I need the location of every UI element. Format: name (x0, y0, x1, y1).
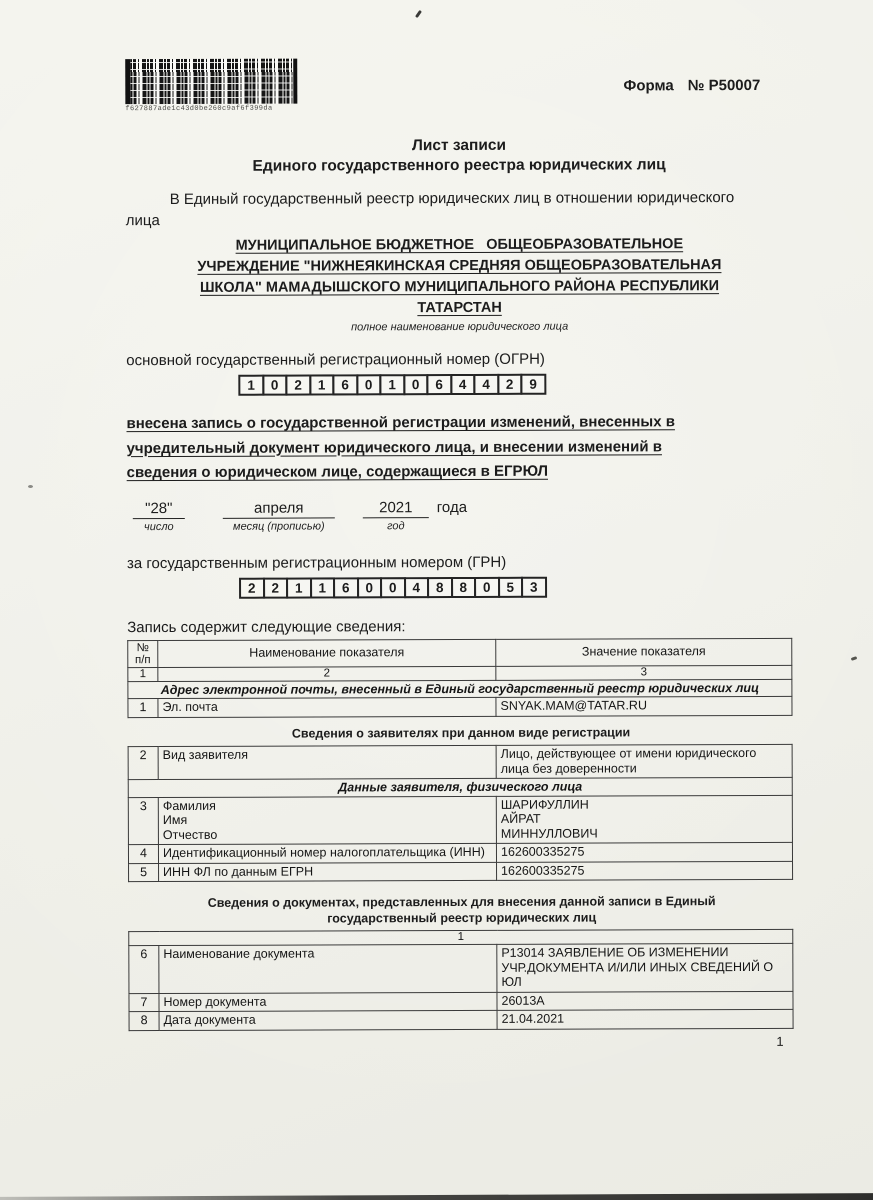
row5-name: ИНН ФЛ по данным ЕГРН (159, 862, 497, 882)
row7-num: 7 (129, 993, 159, 1012)
ogrn-label: основной государственный регистрационный номер (ОГРН) (126, 350, 545, 370)
ogrn-digit: 6 (332, 374, 358, 395)
scan-artifact (851, 656, 858, 661)
document-title-line1: Лист записи (411, 136, 507, 155)
section-row-email (128, 679, 792, 699)
ogrn-digit: 6 (426, 374, 452, 395)
row7-name: Номер документа (159, 992, 497, 1012)
ogrn-digit: 9 (520, 374, 546, 395)
grn-digit: 8 (427, 577, 453, 598)
row4-num: 4 (128, 845, 158, 864)
page-number: 1 (776, 1033, 784, 1049)
date-month-field (223, 499, 335, 532)
row3-value-line: МИННУЛЛОВИЧ (500, 826, 598, 841)
table-row (129, 861, 793, 882)
organization-name-line: МУНИЦИПАЛЬНОЕ БЮДЖЕТНОЕ ОБЩЕОБРАЗОВАТЕЛЬНОЕ (235, 236, 684, 254)
table-row (129, 943, 793, 993)
barcode-caption: f627887ade1c43d0be260c9af6f399da (125, 104, 273, 114)
document-title (125, 135, 792, 177)
date-day-field (133, 499, 185, 532)
organization-name-line: УЧРЕЖДЕНИЕ "НИЖНЕЯКИНСКАЯ СРЕДНЯЯ ОБЩЕОБРАЗОВАТЕЛЬНАЯ (197, 257, 722, 275)
ogrn-digit-boxes (238, 373, 793, 396)
barcode-block (125, 59, 297, 114)
documents-heading: Сведения о документах, представленных для внесения данной записи в Единый государственный реестр юридических лиц (207, 894, 716, 925)
row6-value-line: УЧР.ДОКУМЕНТА И/ИЛИ ИНЫХ СВЕДЕНИЙ О ЮЛ (501, 959, 774, 989)
pdf417-barcode-icon (125, 59, 297, 105)
row3-name-line: Имя (162, 812, 188, 828)
table-header-row (128, 638, 792, 667)
grn-label: за государственным регистрационным номером (ГРН) (126, 553, 507, 572)
colnum-3: 3 (496, 665, 792, 680)
row3-value-line: АЙРАТ (500, 811, 541, 826)
row8-value: 21.04.2021 (497, 1009, 793, 1029)
section-person-heading: Данные заявителя, физического лица (128, 777, 792, 797)
applicants-heading: Сведения о заявителях при данном виде регистрации (291, 724, 631, 741)
row3-name-line: Отчество (162, 827, 218, 842)
intro-paragraph: В Единый государственный реестр юридических лиц в отношении юридического лица (125, 189, 735, 230)
grn-digit: 8 (451, 576, 477, 597)
date-day-value: "28" (133, 499, 185, 518)
section-email-heading: Адрес электронной почты, внесенный в Единый государственный реестр юридических лиц (128, 679, 792, 699)
colnum-1: 1 (128, 667, 158, 681)
organization-name-line: ШКОЛА" МАМАДЫШСКОГО МУНИЦИПАЛЬНОГО РАЙОНА РЕСПУБЛИКИ (199, 278, 720, 296)
row4-name: Идентификационный номер налогоплательщика (ИНН) (158, 843, 496, 863)
records-table-documents (128, 929, 793, 1031)
date-year-field (363, 499, 429, 532)
row5-value: 162600335275 (497, 861, 793, 881)
table-row (128, 696, 792, 717)
record-statement (126, 410, 793, 486)
grn-digit-boxes (239, 575, 794, 598)
docs-colnum: 1 (129, 929, 793, 945)
section-row-person (128, 777, 792, 797)
grn-digit: 3 (521, 576, 547, 597)
scan-artifact (28, 485, 33, 488)
grn-digit: 0 (357, 577, 383, 598)
date-day-label: число (143, 520, 174, 533)
ogrn-digit: 4 (473, 374, 499, 395)
ogrn-digit: 1 (379, 374, 405, 395)
ogrn-digit: 0 (403, 374, 429, 395)
row8-name: Дата документа (159, 1010, 497, 1030)
ogrn-digit: 0 (262, 375, 288, 396)
row1-value: SNYAK.MAM@TATAR.RU (496, 696, 792, 716)
grn-digit: 6 (333, 577, 359, 598)
row5-num: 5 (129, 863, 159, 882)
row3-value-line: ШАРИФУЛЛИН (500, 797, 589, 812)
ogrn-digit: 0 (356, 374, 382, 395)
grn-digit: 4 (404, 577, 430, 598)
ogrn-digit: 4 (450, 374, 476, 395)
organization-name (126, 234, 793, 320)
organization-name-line: ТАТАРСТАН (417, 299, 502, 317)
date-month-label: месяц (прописью) (233, 519, 325, 533)
table-row (128, 842, 792, 863)
row3-name-line: Фамилия (162, 798, 216, 813)
row6-name: Наименование документа (159, 944, 497, 993)
form-label: Форма (623, 77, 674, 95)
row6-value (497, 943, 793, 992)
date-year-label: год (387, 519, 405, 532)
grn-digit: 2 (263, 577, 289, 598)
table-row (128, 795, 792, 845)
ogrn-digit: 1 (309, 374, 335, 395)
column-header-name: Наименование показателя (158, 639, 496, 667)
header-band (125, 0, 792, 113)
record-statement-line: учредительный документ юридического лица, и внесении изменений в (126, 437, 662, 457)
ogrn-digit: 2 (285, 375, 311, 396)
table-row (129, 991, 793, 1012)
colnum-2: 2 (158, 666, 496, 681)
row6-num: 6 (129, 946, 159, 994)
date-year-suffix: года (436, 498, 468, 516)
row6-value-line: Р13014 ЗАЯВЛЕНИЕ ОБ ИЗМЕНЕНИИ (501, 945, 729, 960)
scan-edge-artifact (0, 1193, 873, 1200)
form-number-value: № Р50007 (687, 76, 761, 95)
grn-digit: 0 (474, 576, 500, 597)
ogrn-digit: 1 (238, 375, 264, 396)
records-intro: Запись содержит следующие сведения: (127, 617, 406, 636)
table-row (129, 1009, 793, 1030)
row2-num: 2 (128, 747, 158, 780)
row4-value: 162600335275 (496, 842, 792, 862)
organization-name-caption: полное наименование юридического лица (351, 320, 569, 334)
column-header-value: Значение показателя (496, 638, 792, 666)
row1-num: 1 (128, 699, 158, 718)
grn-digit: 1 (310, 577, 336, 598)
row3-num: 3 (128, 797, 158, 845)
date-month-value: апреля (223, 499, 335, 518)
form-number (623, 77, 760, 94)
grn-digit: 5 (498, 576, 524, 597)
row8-num: 8 (129, 1012, 159, 1031)
row3-value (496, 795, 792, 844)
row2-value: Лицо, действующее от имени юридического лица без доверенности (496, 744, 792, 778)
column-header-num: № п/п (128, 640, 158, 667)
document-title-line2: Единого государственного реестра юридических лиц (252, 156, 666, 175)
records-table-top (127, 637, 792, 717)
document-content (125, 0, 796, 1051)
record-statement-line: сведения о юридическом лице, содержащиеся в ЕГРЮЛ (126, 462, 549, 482)
records-table-applicants (128, 744, 793, 882)
row1-name: Эл. почта (158, 697, 496, 717)
table-row (128, 744, 792, 779)
row3-name (158, 796, 496, 845)
record-statement-line: внесена запись о государственной регистрации изменений, внесенных в (126, 413, 675, 433)
ogrn-digit: 2 (497, 374, 523, 395)
grn-digit: 0 (380, 577, 406, 598)
grn-digit: 2 (239, 577, 265, 598)
registration-date (127, 497, 794, 532)
grn-digit: 1 (286, 577, 312, 598)
date-year-value: 2021 (363, 499, 429, 518)
row7-value: 26013А (497, 991, 793, 1011)
row2-name: Вид заявителя (158, 745, 496, 779)
